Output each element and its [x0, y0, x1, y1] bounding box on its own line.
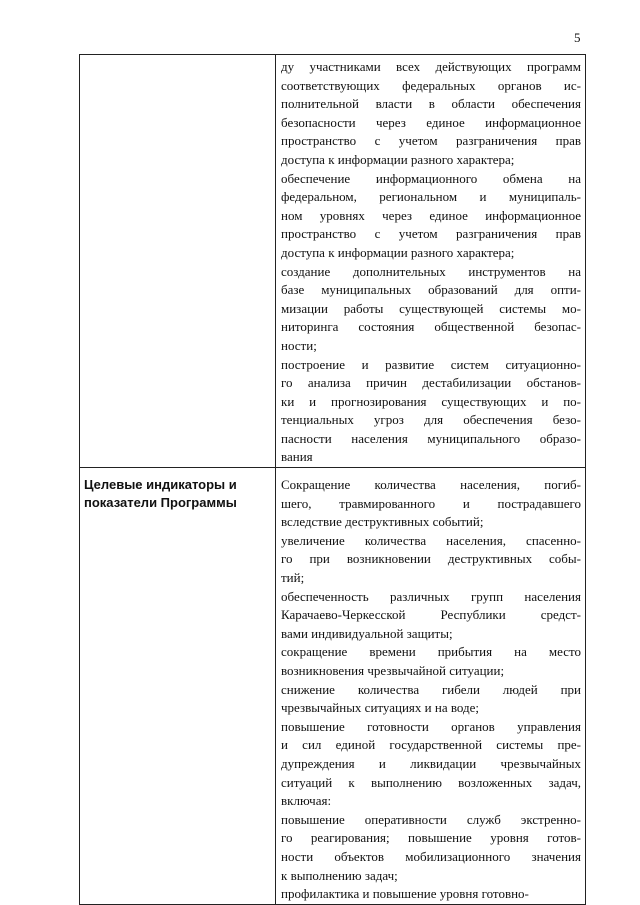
text-line: пространство с учетом разграничения прав: [281, 226, 581, 242]
table-row-continuation: [80, 55, 586, 468]
text-line: соответствующих федеральных органов ис-: [281, 77, 581, 93]
text-line: мизации работы существующей системы мо-: [281, 300, 581, 316]
text-line: ки и прогнозирования существующих и по-: [281, 393, 581, 409]
text-line: федеральном, региональном и муниципаль-: [281, 189, 581, 205]
row-label-line: показатели Программы: [84, 495, 237, 511]
text-line: возникновения чрезвычайной ситуации;: [281, 663, 505, 678]
text-line: ности;: [281, 337, 317, 353]
text-line: ности объектов мобилизационного значения: [281, 848, 581, 864]
text-line: го реагирования; повышение уровня готов-: [281, 830, 581, 846]
text-line: вследствие деструктивных событий;: [281, 514, 484, 530]
text-line: создание дополнительных инструментов на: [281, 263, 581, 279]
table-cell-text: [276, 55, 586, 468]
table-cell-label: [80, 468, 276, 905]
text-line: повышение готовности органов управления: [281, 718, 581, 734]
text-line: ду участниками всех действующих программ: [281, 59, 581, 74]
table-row-target-indicators: [80, 468, 586, 905]
text-line: снижение количества гибели людей при: [281, 681, 581, 697]
text-line: доступа к информации разного характера;: [281, 244, 515, 260]
text-line: го анализа причин дестабилизации обстанов-: [281, 375, 581, 391]
text-line: го при возникновении деструктивных собы-: [281, 551, 581, 567]
text-line: дупреждения и ликвидации чрезвычайных: [281, 755, 581, 771]
text-line: тенциальных угроз для обеспечения безо-: [281, 412, 581, 428]
text-line: пасности населения муниципального образо-: [281, 430, 581, 446]
text-line: безопасности через единое информационное: [281, 114, 581, 130]
text-line: обеспеченность различных групп населения: [281, 588, 581, 604]
text-line: профилактика и повышение уровня готовно-: [281, 886, 529, 902]
row-label-line: Целевые индикаторы и: [84, 477, 237, 493]
text-line: вания: [281, 449, 313, 465]
text-line: чрезвычайных ситуациях и на воде;: [281, 700, 480, 716]
text-line: увеличение количества населения, спасенно-: [281, 532, 581, 548]
text-line: построение и развитие систем ситуационно-: [281, 356, 581, 372]
text-line: полнительной власти в области обеспечения: [281, 96, 581, 112]
text-line: обеспечение информационного обмена на: [281, 170, 581, 186]
program-passport-table: [79, 54, 586, 905]
text-line: доступа к информации разного характера;: [281, 151, 515, 167]
table-cell-text: [276, 468, 586, 905]
text-line: ниторинга состояния общественной безопас-: [281, 319, 581, 335]
page-number: 5: [574, 30, 581, 45]
text-line: пространство с учетом разграничения прав: [281, 133, 581, 149]
text-line: Сокращение количества населения, погиб-: [281, 477, 581, 493]
text-line: шего, травмированного и пострадавшего: [281, 495, 581, 511]
row1-text-block: [276, 55, 585, 467]
text-line: ном уровнях через единое информационное: [281, 207, 581, 223]
text-line: повышение оперативности служб экстренно-: [281, 811, 581, 827]
text-line: включая:: [281, 793, 332, 809]
text-line: сокращение времени прибытия на место: [281, 644, 581, 660]
row2-text-block: [276, 468, 585, 904]
text-line: Карачаево-Черкесской Республики средст-: [281, 607, 581, 623]
table-cell-label-empty: [80, 55, 276, 468]
text-line: и сил единой государственной системы пре-: [281, 737, 581, 753]
text-line: вами индивидуальной защиты;: [281, 625, 453, 641]
text-line: к выполнению задач;: [281, 867, 398, 883]
text-line: ситуаций к выполнению возложенных задач,: [281, 774, 581, 790]
text-line: базе муниципальных образований для опти-: [281, 282, 581, 298]
text-line: тий;: [281, 570, 305, 586]
